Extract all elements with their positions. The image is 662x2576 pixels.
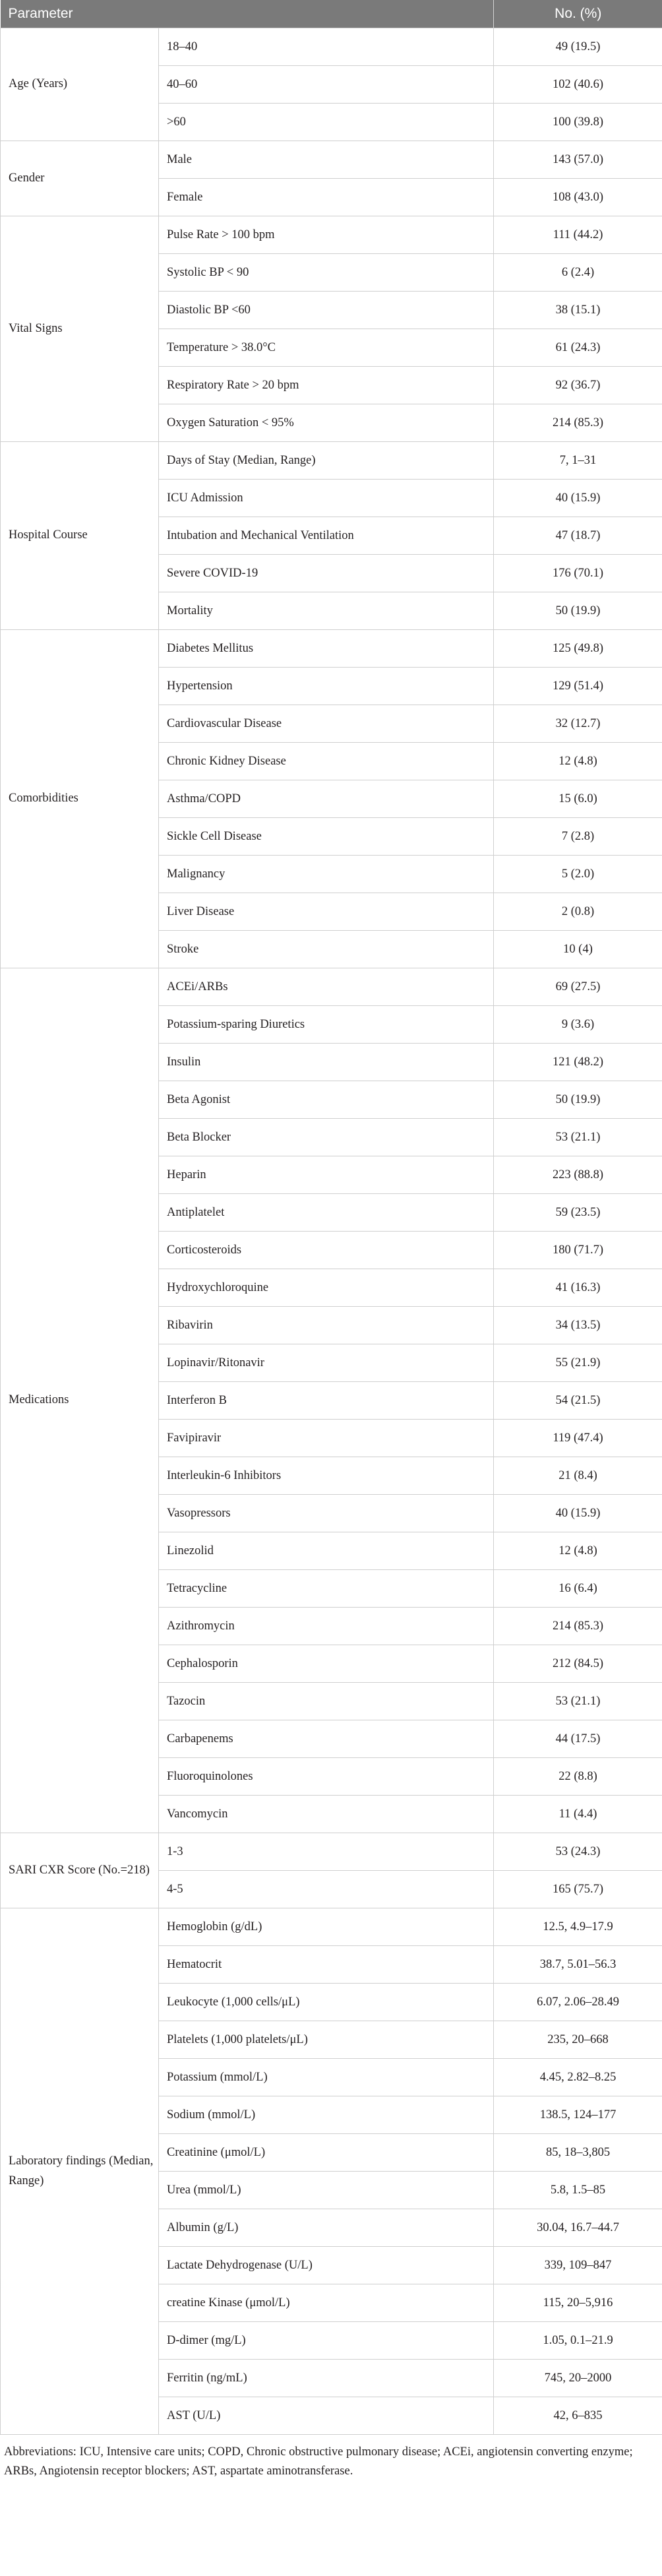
parameter-label: 4-5	[159, 1871, 494, 1908]
count-value: 102 (40.6)	[494, 66, 662, 104]
table-row	[1, 216, 662, 254]
count-value: 53 (21.1)	[494, 1119, 662, 1156]
count-value: 21 (8.4)	[494, 1457, 662, 1495]
parameter-label: Linezolid	[159, 1532, 494, 1570]
parameter-label: Vasopressors	[159, 1495, 494, 1532]
count-value: 92 (36.7)	[494, 367, 662, 404]
parameter-label: Pulse Rate > 100 bpm	[159, 216, 494, 254]
count-value: 69 (27.5)	[494, 968, 662, 1006]
group-label: Vital Signs	[1, 216, 159, 442]
count-value: 129 (51.4)	[494, 668, 662, 705]
count-value: 12 (4.8)	[494, 1532, 662, 1570]
count-value: 5.8, 1.5–85	[494, 2172, 662, 2209]
parameter-label: Mortality	[159, 592, 494, 630]
count-value: 119 (47.4)	[494, 1420, 662, 1457]
parameter-label: Azithromycin	[159, 1608, 494, 1645]
group-label: Comorbidities	[1, 630, 159, 968]
table-row	[1, 968, 662, 1006]
count-value: 40 (15.9)	[494, 1495, 662, 1532]
count-value: 50 (19.9)	[494, 1081, 662, 1119]
parameter-label: Male	[159, 141, 494, 179]
count-value: 44 (17.5)	[494, 1720, 662, 1758]
count-value: 7, 1–31	[494, 442, 662, 480]
count-value: 41 (16.3)	[494, 1269, 662, 1307]
count-value: 12.5, 4.9–17.9	[494, 1908, 662, 1946]
count-value: 111 (44.2)	[494, 216, 662, 254]
parameter-label: Diastolic BP <60	[159, 292, 494, 329]
count-value: 4.45, 2.82–8.25	[494, 2059, 662, 2096]
count-value: 6.07, 2.06–28.49	[494, 1984, 662, 2021]
parameter-label: Beta Agonist	[159, 1081, 494, 1119]
count-value: 235, 20–668	[494, 2021, 662, 2059]
parameter-label: >60	[159, 104, 494, 141]
parameter-label: Asthma/COPD	[159, 780, 494, 818]
count-value: 61 (24.3)	[494, 329, 662, 367]
count-value: 138.5, 124–177	[494, 2096, 662, 2134]
count-value: 49 (19.5)	[494, 28, 662, 66]
parameter-label: Female	[159, 179, 494, 216]
count-value: 100 (39.8)	[494, 104, 662, 141]
count-value: 214 (85.3)	[494, 1608, 662, 1645]
parameter-label: D-dimer (mg/L)	[159, 2322, 494, 2360]
count-value: 53 (21.1)	[494, 1683, 662, 1720]
parameter-label: Potassium (mmol/L)	[159, 2059, 494, 2096]
count-value: 339, 109–847	[494, 2247, 662, 2284]
parameter-label: Vancomycin	[159, 1796, 494, 1833]
count-value: 223 (88.8)	[494, 1156, 662, 1194]
parameter-label: 1-3	[159, 1833, 494, 1871]
parameter-label: Creatinine (μmol/L)	[159, 2134, 494, 2172]
table-row	[1, 630, 662, 668]
group-label: Hospital Course	[1, 442, 159, 630]
count-value: 53 (24.3)	[494, 1833, 662, 1871]
count-value: 9 (3.6)	[494, 1006, 662, 1044]
parameter-label: Ribavirin	[159, 1307, 494, 1344]
count-value: 745, 20–2000	[494, 2360, 662, 2397]
parameter-label: Beta Blocker	[159, 1119, 494, 1156]
table-body	[1, 28, 662, 2435]
table-header-row	[1, 0, 662, 28]
parameter-label: Corticosteroids	[159, 1232, 494, 1269]
count-value: 30.04, 16.7–44.7	[494, 2209, 662, 2247]
count-value: 42, 6–835	[494, 2397, 662, 2435]
parameter-label: Hemoglobin (g/dL)	[159, 1908, 494, 1946]
parameter-label: Tazocin	[159, 1683, 494, 1720]
parameter-label: Cephalosporin	[159, 1645, 494, 1683]
count-value: 55 (21.9)	[494, 1344, 662, 1382]
parameter-label: Hydroxychloroquine	[159, 1269, 494, 1307]
parameter-label: Heparin	[159, 1156, 494, 1194]
parameter-label: Lopinavir/Ritonavir	[159, 1344, 494, 1382]
parameter-label: Lactate Dehydrogenase (U/L)	[159, 2247, 494, 2284]
count-value: 54 (21.5)	[494, 1382, 662, 1420]
parameter-label: Intubation and Mechanical Ventilation	[159, 517, 494, 555]
parameter-label: ICU Admission	[159, 480, 494, 517]
group-label: Gender	[1, 141, 159, 216]
count-value: 32 (12.7)	[494, 705, 662, 743]
parameter-label: Favipiravir	[159, 1420, 494, 1457]
parameter-label: Sickle Cell Disease	[159, 818, 494, 856]
parameter-label: creatine Kinase (μmol/L)	[159, 2284, 494, 2322]
table-row	[1, 28, 662, 66]
parameter-label: Oxygen Saturation < 95%	[159, 404, 494, 442]
parameter-label: Potassium-sparing Diuretics	[159, 1006, 494, 1044]
parameter-label: Albumin (g/L)	[159, 2209, 494, 2247]
group-label: Laboratory findings (Median, Range)	[1, 1908, 159, 2435]
parameter-label: Tetracycline	[159, 1570, 494, 1608]
parameter-label: Antiplatelet	[159, 1194, 494, 1232]
group-label: Age (Years)	[1, 28, 159, 141]
parameter-label: Fluoroquinolones	[159, 1758, 494, 1796]
parameter-label: Carbapenems	[159, 1720, 494, 1758]
table-row	[1, 442, 662, 480]
count-value: 85, 18–3,805	[494, 2134, 662, 2172]
count-value: 165 (75.7)	[494, 1871, 662, 1908]
count-value: 11 (4.4)	[494, 1796, 662, 1833]
count-value: 121 (48.2)	[494, 1044, 662, 1081]
parameter-label: Temperature > 38.0°C	[159, 329, 494, 367]
parameter-label: 40–60	[159, 66, 494, 104]
parameter-label: Respiratory Rate > 20 bpm	[159, 367, 494, 404]
count-value: 40 (15.9)	[494, 480, 662, 517]
count-value: 108 (43.0)	[494, 179, 662, 216]
parameter-label: Liver Disease	[159, 893, 494, 931]
parameter-label: AST (U/L)	[159, 2397, 494, 2435]
count-value: 38 (15.1)	[494, 292, 662, 329]
header-parameter: Parameter	[1, 0, 494, 28]
parameter-label: Diabetes Mellitus	[159, 630, 494, 668]
count-value: 214 (85.3)	[494, 404, 662, 442]
parameter-label: Insulin	[159, 1044, 494, 1081]
count-value: 115, 20–5,916	[494, 2284, 662, 2322]
count-value: 180 (71.7)	[494, 1232, 662, 1269]
count-value: 22 (8.8)	[494, 1758, 662, 1796]
footnote: Abbreviations: ICU, Intensive care units; COPD, Chronic obstructive pulmonary disease; ACEi, angiotensin converting enzyme; ARBs, Angiotensin receptor blockers; AST, aspartate aminotransferase.	[4, 2445, 633, 2478]
header-count: No. (%)	[494, 0, 662, 28]
count-value: 6 (2.4)	[494, 254, 662, 292]
count-value: 38.7, 5.01–56.3	[494, 1946, 662, 1984]
parameter-label: Days of Stay (Median, Range)	[159, 442, 494, 480]
count-value: 176 (70.1)	[494, 555, 662, 592]
parameter-label: Cardiovascular Disease	[159, 705, 494, 743]
parameter-label: 18–40	[159, 28, 494, 66]
table-row	[1, 141, 662, 179]
count-value: 16 (6.4)	[494, 1570, 662, 1608]
count-value: 5 (2.0)	[494, 856, 662, 893]
parameter-label: Interferon B	[159, 1382, 494, 1420]
group-label: Medications	[1, 968, 159, 1833]
count-value: 2 (0.8)	[494, 893, 662, 931]
count-value: 143 (57.0)	[494, 141, 662, 179]
count-value: 47 (18.7)	[494, 517, 662, 555]
parameter-label: Malignancy	[159, 856, 494, 893]
table-row	[1, 1908, 662, 1946]
count-value: 50 (19.9)	[494, 592, 662, 630]
parameter-label: Platelets (1,000 platelets/μL)	[159, 2021, 494, 2059]
parameter-label: Ferritin (ng/mL)	[159, 2360, 494, 2397]
count-value: 1.05, 0.1–21.9	[494, 2322, 662, 2360]
parameter-label: Systolic BP < 90	[159, 254, 494, 292]
parameter-label: Chronic Kidney Disease	[159, 743, 494, 780]
parameter-label: Leukocyte (1,000 cells/μL)	[159, 1984, 494, 2021]
parameter-label: Hypertension	[159, 668, 494, 705]
count-value: 59 (23.5)	[494, 1194, 662, 1232]
parameter-label: Severe COVID-19	[159, 555, 494, 592]
count-value: 7 (2.8)	[494, 818, 662, 856]
count-value: 12 (4.8)	[494, 743, 662, 780]
parameter-label: ACEi/ARBs	[159, 968, 494, 1006]
parameter-label: Hematocrit	[159, 1946, 494, 1984]
parameter-label: Interleukin-6 Inhibitors	[159, 1457, 494, 1495]
parameter-label: Sodium (mmol/L)	[159, 2096, 494, 2134]
count-value: 10 (4)	[494, 931, 662, 968]
parameter-label: Urea (mmol/L)	[159, 2172, 494, 2209]
parameter-label: Stroke	[159, 931, 494, 968]
table-row	[1, 1833, 662, 1871]
count-value: 212 (84.5)	[494, 1645, 662, 1683]
count-value: 34 (13.5)	[494, 1307, 662, 1344]
count-value: 125 (49.8)	[494, 630, 662, 668]
group-label: SARI CXR Score (No.=218)	[1, 1833, 159, 1908]
count-value: 15 (6.0)	[494, 780, 662, 818]
